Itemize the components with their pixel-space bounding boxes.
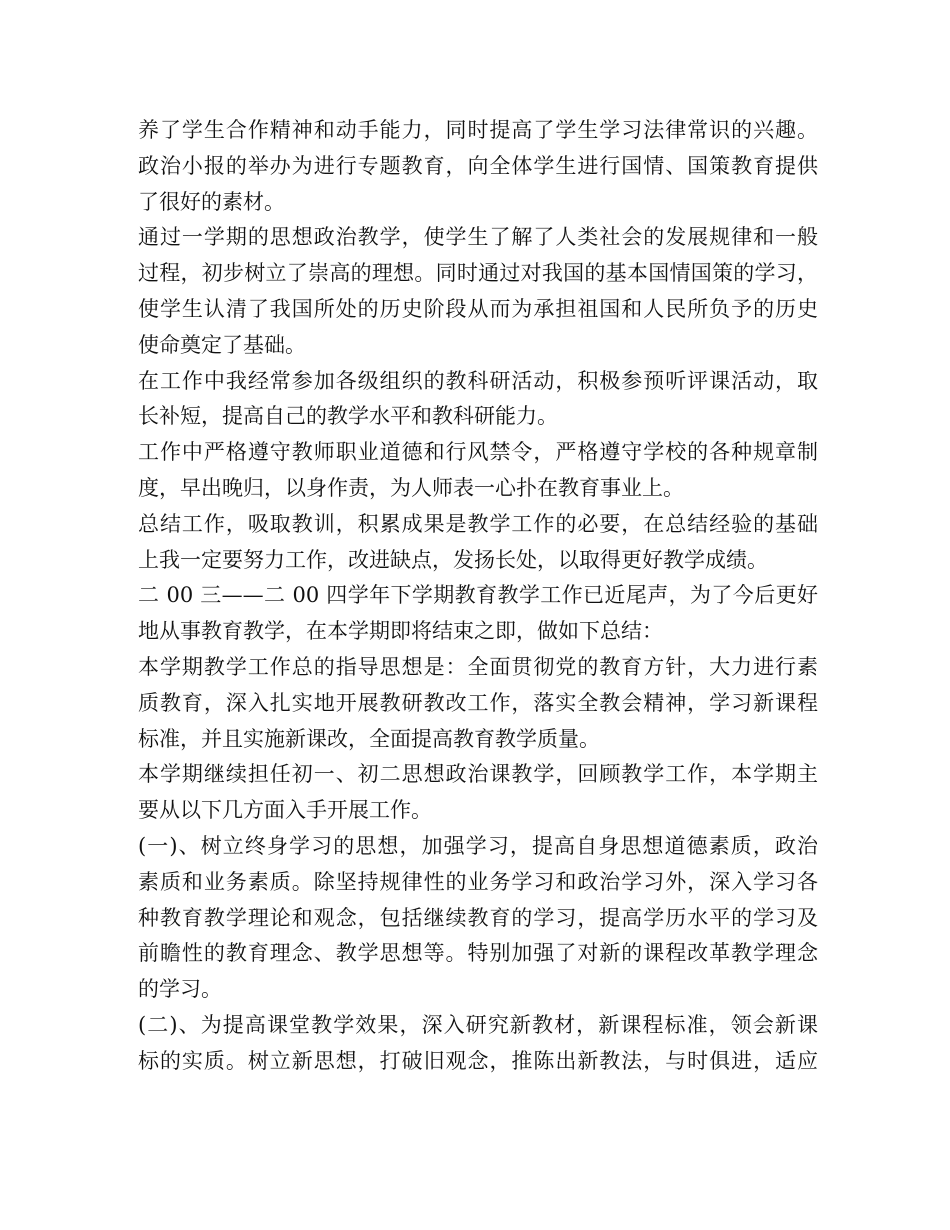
text-line: 过程，初步树立了崇高的理想。同时通过对我国的基本国情国策的学习， xyxy=(138,261,818,286)
text-line: 总结工作，吸取教训，积累成果是教学工作的必要，在总结经验的基础 xyxy=(138,511,818,536)
text-line: 上我一定要努力工作，改进缺点，发扬长处，以取得更好教学成绩。 xyxy=(138,547,768,572)
text-line: 政治小报的举办为进行专题教育，向全体学生进行国情、国策教育提供 xyxy=(138,153,818,178)
text-line: 种教育教学理论和观念，包括继续教育的学习，提高学历水平的学习及 xyxy=(138,905,818,930)
text-line: 标准，并且实施新课改，全面提高教育教学质量。 xyxy=(138,726,600,751)
text-line: (一)、树立终身学习的思想，加强学习，提高自身思想道德素质，政治 xyxy=(138,833,818,858)
text-line: 度，早出晚归，以身作责，为人师表一心扑在教育事业上。 xyxy=(138,475,684,500)
text-line: 长补短，提高自己的教学水平和教科研能力。 xyxy=(138,404,558,429)
text-line: 二 00 三——二 00 四学年下学期教育教学工作已近尾声，为了今后更好 xyxy=(138,583,818,608)
text-line: 素质和业务素质。除坚持规律性的业务学习和政治学习外，深入学习各 xyxy=(138,869,818,894)
text-line: (二)、为提高课堂教学效果，深入研究新教材，新课程标准，领会新课 xyxy=(138,1012,818,1037)
document-body xyxy=(138,113,818,1080)
text-line: 的学习。 xyxy=(138,977,222,1002)
text-line: 质教育，深入扎实地开展教研教改工作，落实全教会精神，学习新课程 xyxy=(138,690,818,715)
text-line: 地从事教育教学，在本学期即将结束之即，做如下总结： xyxy=(138,619,663,644)
text-line: 本学期继续担任初一、初二思想政治课教学，回顾教学工作，本学期主 xyxy=(138,762,818,787)
text-line: 要从以下几方面入手开展工作。 xyxy=(138,798,432,823)
text-line: 使学生认清了我国所处的历史阶段从而为承担祖国和人民所负予的历史 xyxy=(138,296,818,321)
text-line: 工作中严格遵守教师职业道德和行风禁令，严格遵守学校的各种规章制 xyxy=(138,440,818,465)
text-line: 使命奠定了基础。 xyxy=(138,332,306,357)
text-line: 养了学生合作精神和动手能力，同时提高了学生学习法律常识的兴趣。 xyxy=(138,118,818,142)
text-line: 在工作中我经常参加各级组织的教科研活动，积极参预听评课活动，取 xyxy=(138,368,818,393)
text-line: 了很好的素材。 xyxy=(138,189,285,214)
text-line: 标的实质。树立新思想，打破旧观念，推陈出新教法，与时俱进，适应 xyxy=(138,1048,818,1073)
text-line: 本学期教学工作总的指导思想是：全面贯彻党的教育方针，大力进行素 xyxy=(138,654,818,679)
text-line: 通过一学期的思想政治教学，使学生了解了人类社会的发展规律和一般 xyxy=(138,225,818,250)
text-line: 前瞻性的教育理念、教学思想等。特别加强了对新的课程改革教学理念 xyxy=(138,941,818,966)
